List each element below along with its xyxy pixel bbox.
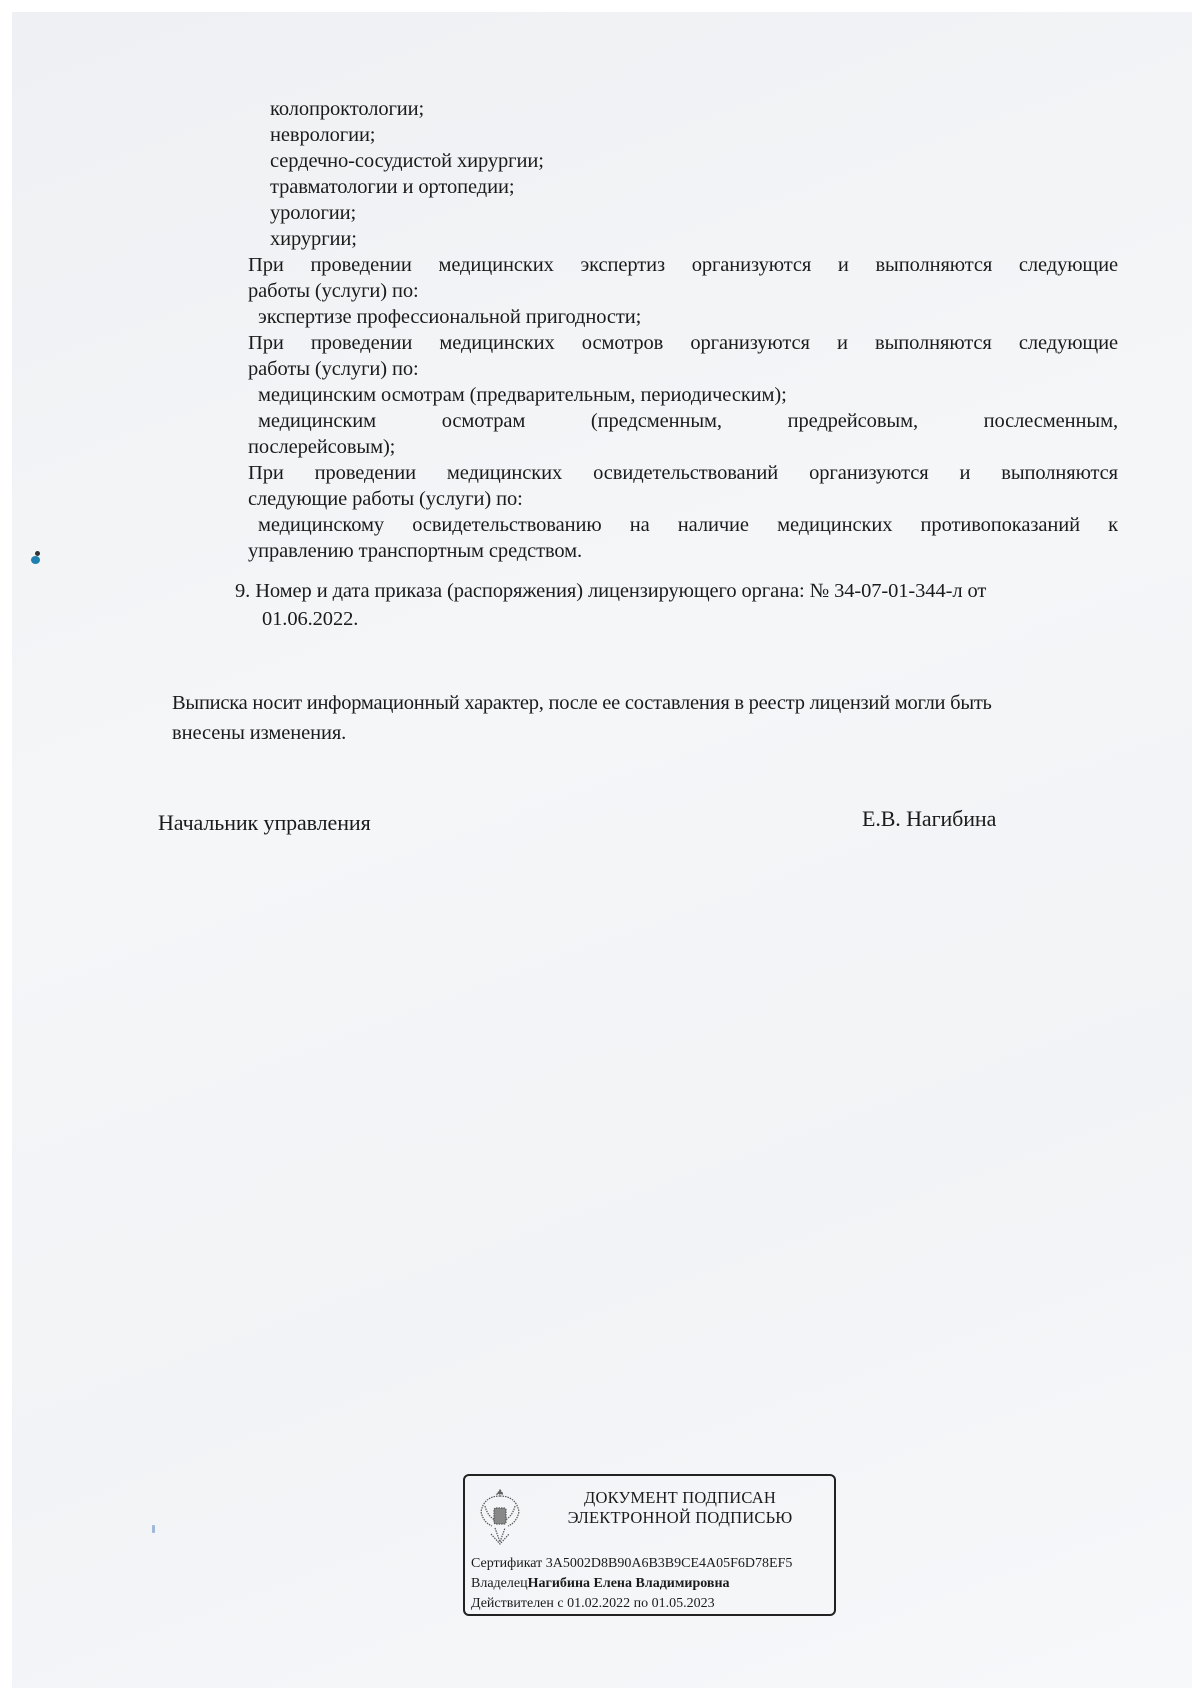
- stamp-title: [545, 1488, 815, 1528]
- expertise-intro-cont: работы (услуги) по:: [248, 280, 419, 302]
- owner-row: [471, 1576, 730, 1592]
- expertise-item: экспертизе профессиональной пригодности;: [258, 306, 642, 328]
- examinations-intro: При проведении медицинских осмотров организуются и выполняются следующие: [248, 332, 1118, 354]
- russian-coat-of-arms-icon: [477, 1486, 523, 1548]
- scan-speck: [152, 1525, 155, 1533]
- examinations-item-cont: послерейсовым);: [248, 436, 396, 458]
- owner-label: Владелец: [471, 1576, 528, 1591]
- disclaimer: Выписка носит информационный характер, после ее составления в реестр лицензий могли быть: [172, 692, 992, 714]
- signatory-position: Начальник управления: [158, 810, 371, 835]
- examinations-intro-cont: работы (услуги) по:: [248, 358, 419, 380]
- certificate-value: 3A5002D8B90A6B3B9CE4A05F6D78EF5: [545, 1556, 793, 1571]
- disclaimer-cont: внесены изменения.: [172, 722, 347, 744]
- scan-speck: [31, 556, 40, 564]
- expertise-intro: При проведении медицинских экспертиз организуются и выполняются следующие: [248, 254, 1118, 276]
- examinations-item: медицинским осмотрам (предварительным, периодическим);: [258, 384, 787, 406]
- validity-row: Действителен с 01.02.2022 по 01.05.2023: [471, 1596, 715, 1611]
- examinations-item: медицинским осмотрам (предсменным, предрейсовым, послесменным,: [258, 410, 1118, 432]
- specialty-item: травматологии и ортопедии;: [270, 176, 515, 198]
- specialty-item: сердечно-сосудистой хирургии;: [270, 150, 544, 172]
- signatory-name: Е.В. Нагибина: [862, 806, 997, 831]
- certifications-intro-cont: следующие работы (услуги) по:: [248, 488, 523, 510]
- certifications-item: медицинскому освидетельствованию на наличие медицинских противопоказаний к: [258, 514, 1118, 536]
- specialty-item: колопроктологии;: [270, 98, 425, 120]
- stamp-title-line: ДОКУМЕНТ ПОДПИСАН: [584, 1488, 776, 1507]
- stamp-title-line: ЭЛЕКТРОННОЙ ПОДПИСЬЮ: [567, 1508, 793, 1527]
- certifications-item-cont: управлению транспортным средством.: [248, 540, 583, 562]
- order-number: 9. Номер и дата приказа (распоряжения) лицензирующего органа: № 34-07-01-344-л от: [235, 580, 987, 602]
- scan-speck: [35, 551, 40, 556]
- owner-value: Нагибина Елена Владимировна: [527, 1576, 730, 1591]
- certificate-label: Сертификат: [471, 1556, 543, 1571]
- specialty-item: урологии;: [270, 202, 357, 224]
- specialty-item: неврологии;: [270, 124, 376, 146]
- e-signature-stamp: [463, 1474, 836, 1616]
- certificate-row: [471, 1556, 792, 1572]
- specialty-item: хирургии;: [270, 228, 357, 250]
- certifications-intro: При проведении медицинских освидетельствований организуются и выполняются: [248, 462, 1118, 484]
- order-date: 01.06.2022.: [262, 608, 359, 630]
